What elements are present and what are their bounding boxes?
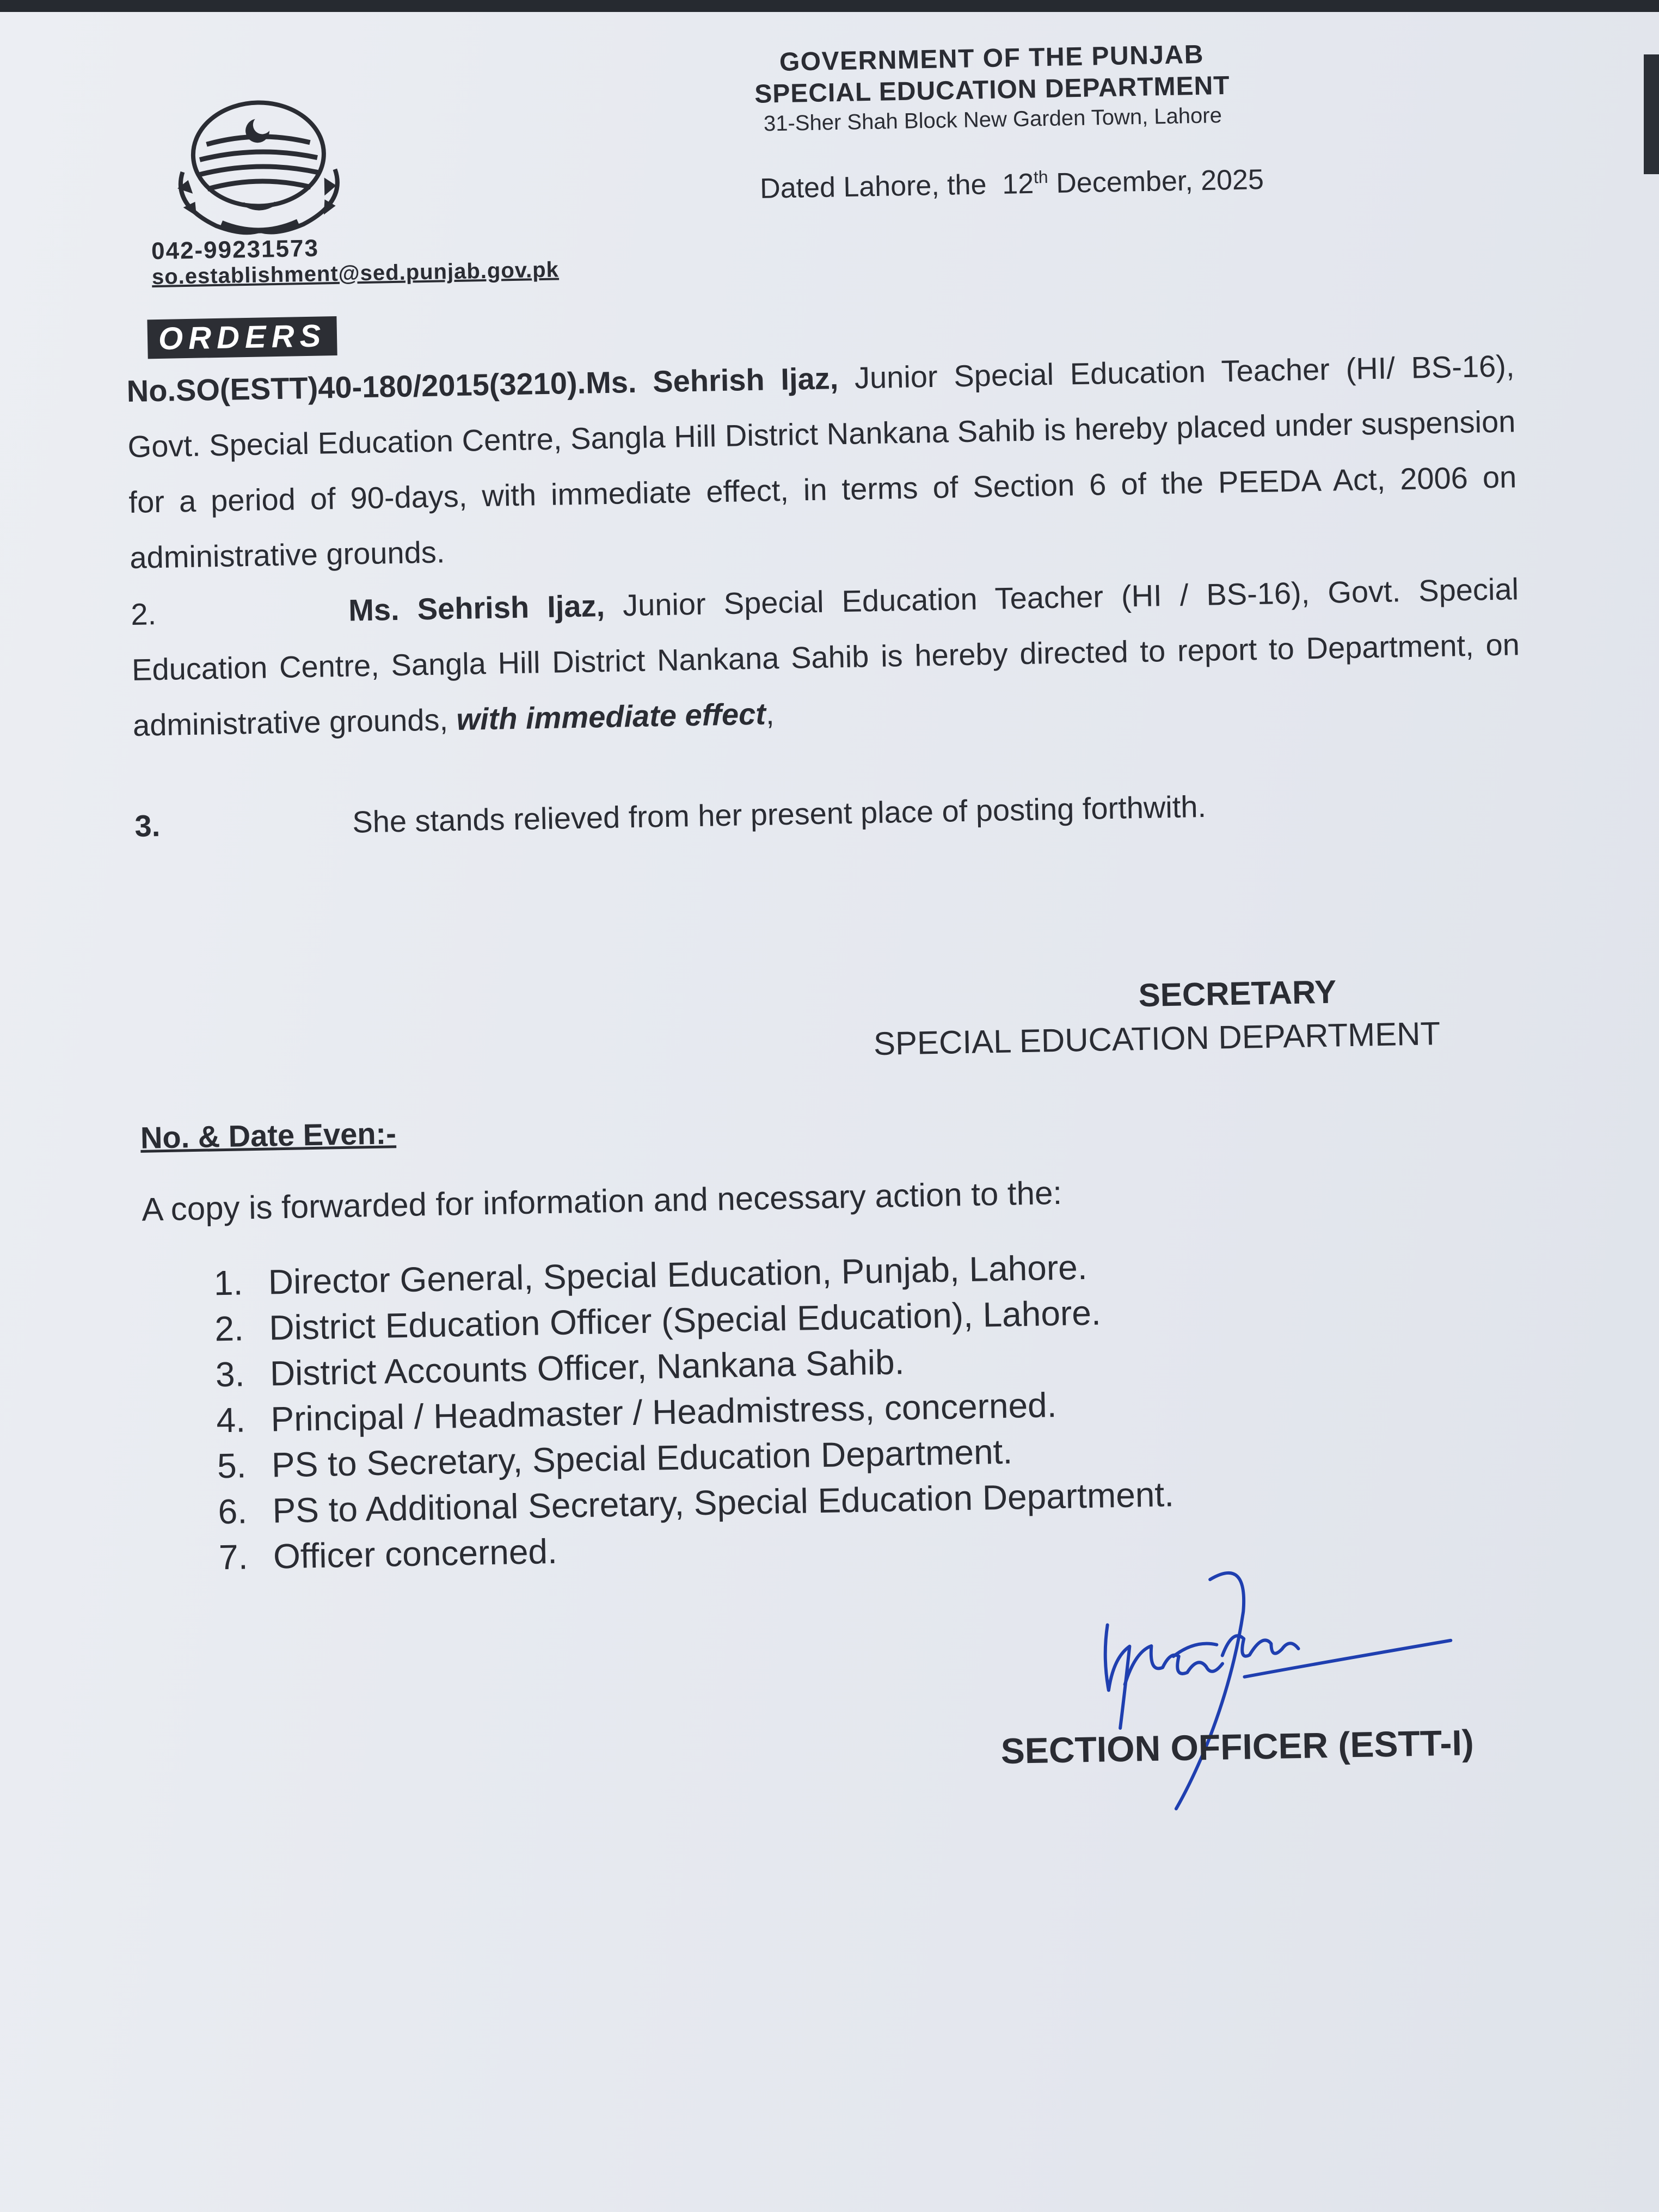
contact-email: so.establishment@sed.punjab.gov.pk xyxy=(151,257,560,290)
government-name: GOVERNMENT OF THE PUNJAB xyxy=(779,40,1205,77)
contact-phone: 042-99231573 xyxy=(151,235,319,265)
emphasis-text: with immediate effect xyxy=(456,696,766,737)
secretary-department: SPECIAL EDUCATION DEPARTMENT xyxy=(873,1015,1441,1062)
order-paragraph-3-text: She stands relieved from her present place of posting forthwith. xyxy=(352,789,1207,839)
order-paragraph-1-text: Junior Special Education Teacher (HI/ BS-16), Govt. Special Education Centre, Sangla Hill District Nankana Sahib is hereby placed under suspension for a period of 90-days, with immediate effect, in terms of Section 6 of the PEEDA Act, 2006 on administrative grounds. xyxy=(127,348,1517,575)
order-paragraph-1 xyxy=(126,338,1518,586)
list-item-text: Officer concerned. xyxy=(273,1531,558,1576)
photo-edge-right xyxy=(1644,54,1659,174)
letterhead xyxy=(692,38,1292,139)
date-rest: December, 2025 xyxy=(1055,164,1264,200)
list-item-number: 5. xyxy=(217,1446,247,1486)
department-address: 31-Sher Shah Block New Garden Town, Lahore xyxy=(763,103,1222,136)
distribution-list xyxy=(213,1243,1175,1580)
paragraph-number: 3. xyxy=(134,808,161,843)
distribution-heading: No. & Date Even:- xyxy=(140,1116,397,1155)
order-paragraph-3 xyxy=(134,785,1207,848)
list-item-text: Director General, Special Education, Punjab, Lahore. xyxy=(268,1247,1088,1302)
department-name: SPECIAL EDUCATION DEPARTMENT xyxy=(754,71,1231,109)
letter-sheet xyxy=(65,0,1656,2188)
date-prefix: Dated Lahore, the xyxy=(759,169,987,205)
distribution-intro: A copy is forwarded for information and necessary action to the: xyxy=(141,1174,1062,1228)
order-paragraph-2-text: Junior Special Education Teacher (HI / BS-16), Govt. Special Education Centre, Sangla Hill District Nankana Sahib is hereby directed to report to Department, on administrative grounds, xyxy=(131,572,1520,742)
paragraph-number: 2. xyxy=(130,597,157,631)
letter-date xyxy=(760,163,1264,205)
secretary-title: SECRETARY xyxy=(1138,973,1337,1014)
handwritten-signature xyxy=(1084,1542,1481,1832)
list-item-number: 2. xyxy=(214,1308,244,1349)
date-day: 12 xyxy=(1001,168,1034,200)
paragraph-end: , xyxy=(765,696,775,731)
list-item-number: 7. xyxy=(218,1537,249,1577)
list-item-text: PS to Additional Secretary, Special Education Department. xyxy=(272,1474,1175,1531)
list-item-text: PS to Secretary, Special Education Department. xyxy=(271,1431,1013,1485)
list-item-text: Principal / Headmaster / Headmistress, concerned. xyxy=(270,1385,1058,1439)
list-item-number: 6. xyxy=(217,1491,248,1532)
punjab-emblem-icon xyxy=(159,87,358,243)
list-item-text: District Education Officer (Special Education), Lahore. xyxy=(268,1293,1102,1348)
date-suffix: th xyxy=(1033,167,1048,187)
order-paragraph-2 xyxy=(130,561,1521,753)
list-item-number: 1. xyxy=(213,1263,243,1303)
list-item-text: District Accounts Officer, Nankana Sahib. xyxy=(269,1342,905,1393)
section-officer-title: SECTION OFFICER (ESTT-I) xyxy=(1000,1722,1474,1772)
orders-heading: ORDERS xyxy=(147,316,337,359)
list-item-number: 3. xyxy=(215,1354,245,1394)
list-item-number: 4. xyxy=(216,1400,246,1440)
order-reference: No.SO(ESTT)40-180/2015(3210).Ms. Sehrish Ijaz, xyxy=(126,361,839,409)
employee-name: Ms. Sehrish Ijaz, xyxy=(348,588,605,628)
